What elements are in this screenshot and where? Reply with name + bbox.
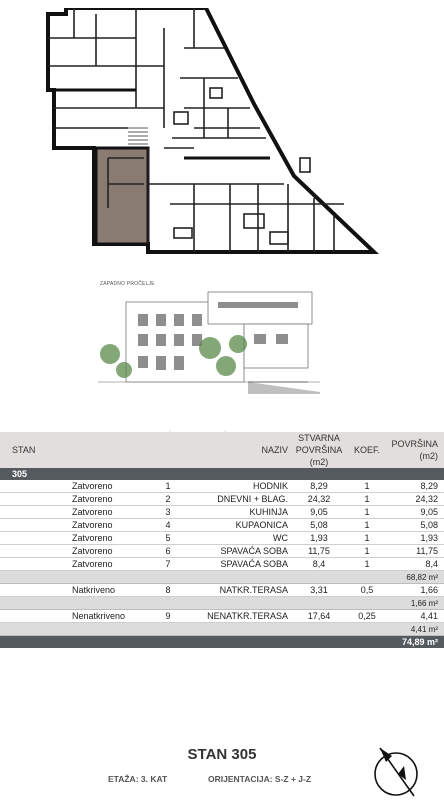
cell-room-name: KUHINJA — [199, 506, 291, 519]
cell-net-area: 1,93 — [387, 532, 444, 545]
subtotal-enclosed: 68,82 m² — [0, 571, 444, 584]
cell-koef: 1 — [347, 493, 387, 506]
cell-type: Natkriveno — [0, 584, 137, 597]
cell-room-name: SPAVAĆA SOBA — [199, 545, 291, 558]
table-row — [0, 532, 444, 545]
cell-room-name: SPAVAĆA SOBA — [199, 558, 291, 571]
cell-number: 1 — [137, 480, 199, 493]
cell-net-area: 8,4 — [387, 558, 444, 571]
subtotal-covered: 1,66 m² — [0, 597, 444, 610]
header-stan: STAN — [0, 432, 55, 468]
cell-number: 9 — [137, 610, 199, 623]
header-stvarna: STVARNA POVRŠINA (m2) — [291, 432, 347, 468]
cell-koef: 1 — [347, 545, 387, 558]
cell-type: Zatvoreno — [0, 493, 137, 506]
subtotal-row — [0, 623, 444, 636]
cell-net-area: 4,41 — [387, 610, 444, 623]
apartment-number: 305 — [0, 468, 55, 480]
cell-area: 8,4 — [291, 558, 347, 571]
cell-koef: 1 — [347, 506, 387, 519]
cell-room-name: NATKR.TERASA — [199, 584, 291, 597]
elevation-title: ZAPADNO PROČELJE — [100, 281, 155, 287]
west-elevation-drawing — [98, 284, 320, 394]
cell-type: Zatvoreno — [0, 532, 137, 545]
cell-room-name: WC — [199, 532, 291, 545]
table-row — [0, 506, 444, 519]
cell-area: 5,08 — [291, 519, 347, 532]
orientation-info: ORIJENTACIJA: S-Z + J-Z — [208, 774, 312, 784]
cell-net-area: 8,29 — [387, 480, 444, 493]
total-area: 74,89 m² — [0, 636, 444, 649]
subtotal-open: 4,41 m² — [0, 623, 444, 636]
cell-area: 3,31 — [291, 584, 347, 597]
cell-room-name: HODNIK — [199, 480, 291, 493]
floor-plan — [44, 8, 380, 258]
total-row — [0, 636, 444, 649]
table-row — [0, 584, 444, 597]
cell-koef: 0,25 — [347, 610, 387, 623]
table-header — [0, 432, 444, 468]
cell-area: 8,29 — [291, 480, 347, 493]
cell-area: 1,93 — [291, 532, 347, 545]
cell-number: 4 — [137, 519, 199, 532]
cell-number: 8 — [137, 584, 199, 597]
cell-koef: 1 — [347, 519, 387, 532]
cell-room-name: KUPAONICA — [199, 519, 291, 532]
cell-area: 24,32 — [291, 493, 347, 506]
cell-area: 11,75 — [291, 545, 347, 558]
header-koef: KOEF. — [347, 432, 387, 468]
cell-type: Zatvoreno — [0, 545, 137, 558]
cell-net-area: 24,32 — [387, 493, 444, 506]
cell-type: Zatvoreno — [0, 558, 137, 571]
cell-number: 3 — [137, 506, 199, 519]
cell-number: 7 — [137, 558, 199, 571]
cell-number: 6 — [137, 545, 199, 558]
cell-type: Zatvoreno — [0, 519, 137, 532]
cell-number: 5 — [137, 532, 199, 545]
floor-info: ETAŽA: 3. KAT — [108, 774, 168, 784]
north-arrow-icon — [372, 744, 422, 798]
table-row — [0, 519, 444, 532]
cell-area: 9,05 — [291, 506, 347, 519]
header-povrsina: POVRŠINA (m2) — [387, 432, 444, 468]
cell-koef: 1 — [347, 558, 387, 571]
subtotal-row — [0, 571, 444, 584]
apartment-row — [0, 468, 444, 480]
cell-koef: 1 — [347, 532, 387, 545]
cell-type: Zatvoreno — [0, 480, 137, 493]
cell-room-name: DNEVNI + BLAG. — [199, 493, 291, 506]
cell-type: Nenatkriveno — [0, 610, 137, 623]
cell-number: 2 — [137, 493, 199, 506]
table-row — [0, 558, 444, 571]
table-row — [0, 493, 444, 506]
cell-koef: 1 — [347, 480, 387, 493]
header-naziv: NAZIV — [199, 432, 291, 468]
table-row — [0, 480, 444, 493]
cell-room-name: NENATKR.TERASA — [199, 610, 291, 623]
table-row — [0, 545, 444, 558]
cell-area: 17,64 — [291, 610, 347, 623]
cell-type: Zatvoreno — [0, 506, 137, 519]
subtotal-row — [0, 597, 444, 610]
highlighted-unit — [96, 148, 148, 244]
cell-koef: 0,5 — [347, 584, 387, 597]
cell-net-area: 1,66 — [387, 584, 444, 597]
cell-net-area: 9,05 — [387, 506, 444, 519]
area-table — [0, 432, 444, 648]
apartment-title: STAN 305 — [187, 746, 257, 763]
cell-net-area: 11,75 — [387, 545, 444, 558]
table-row — [0, 610, 444, 623]
cell-net-area: 5,08 — [387, 519, 444, 532]
